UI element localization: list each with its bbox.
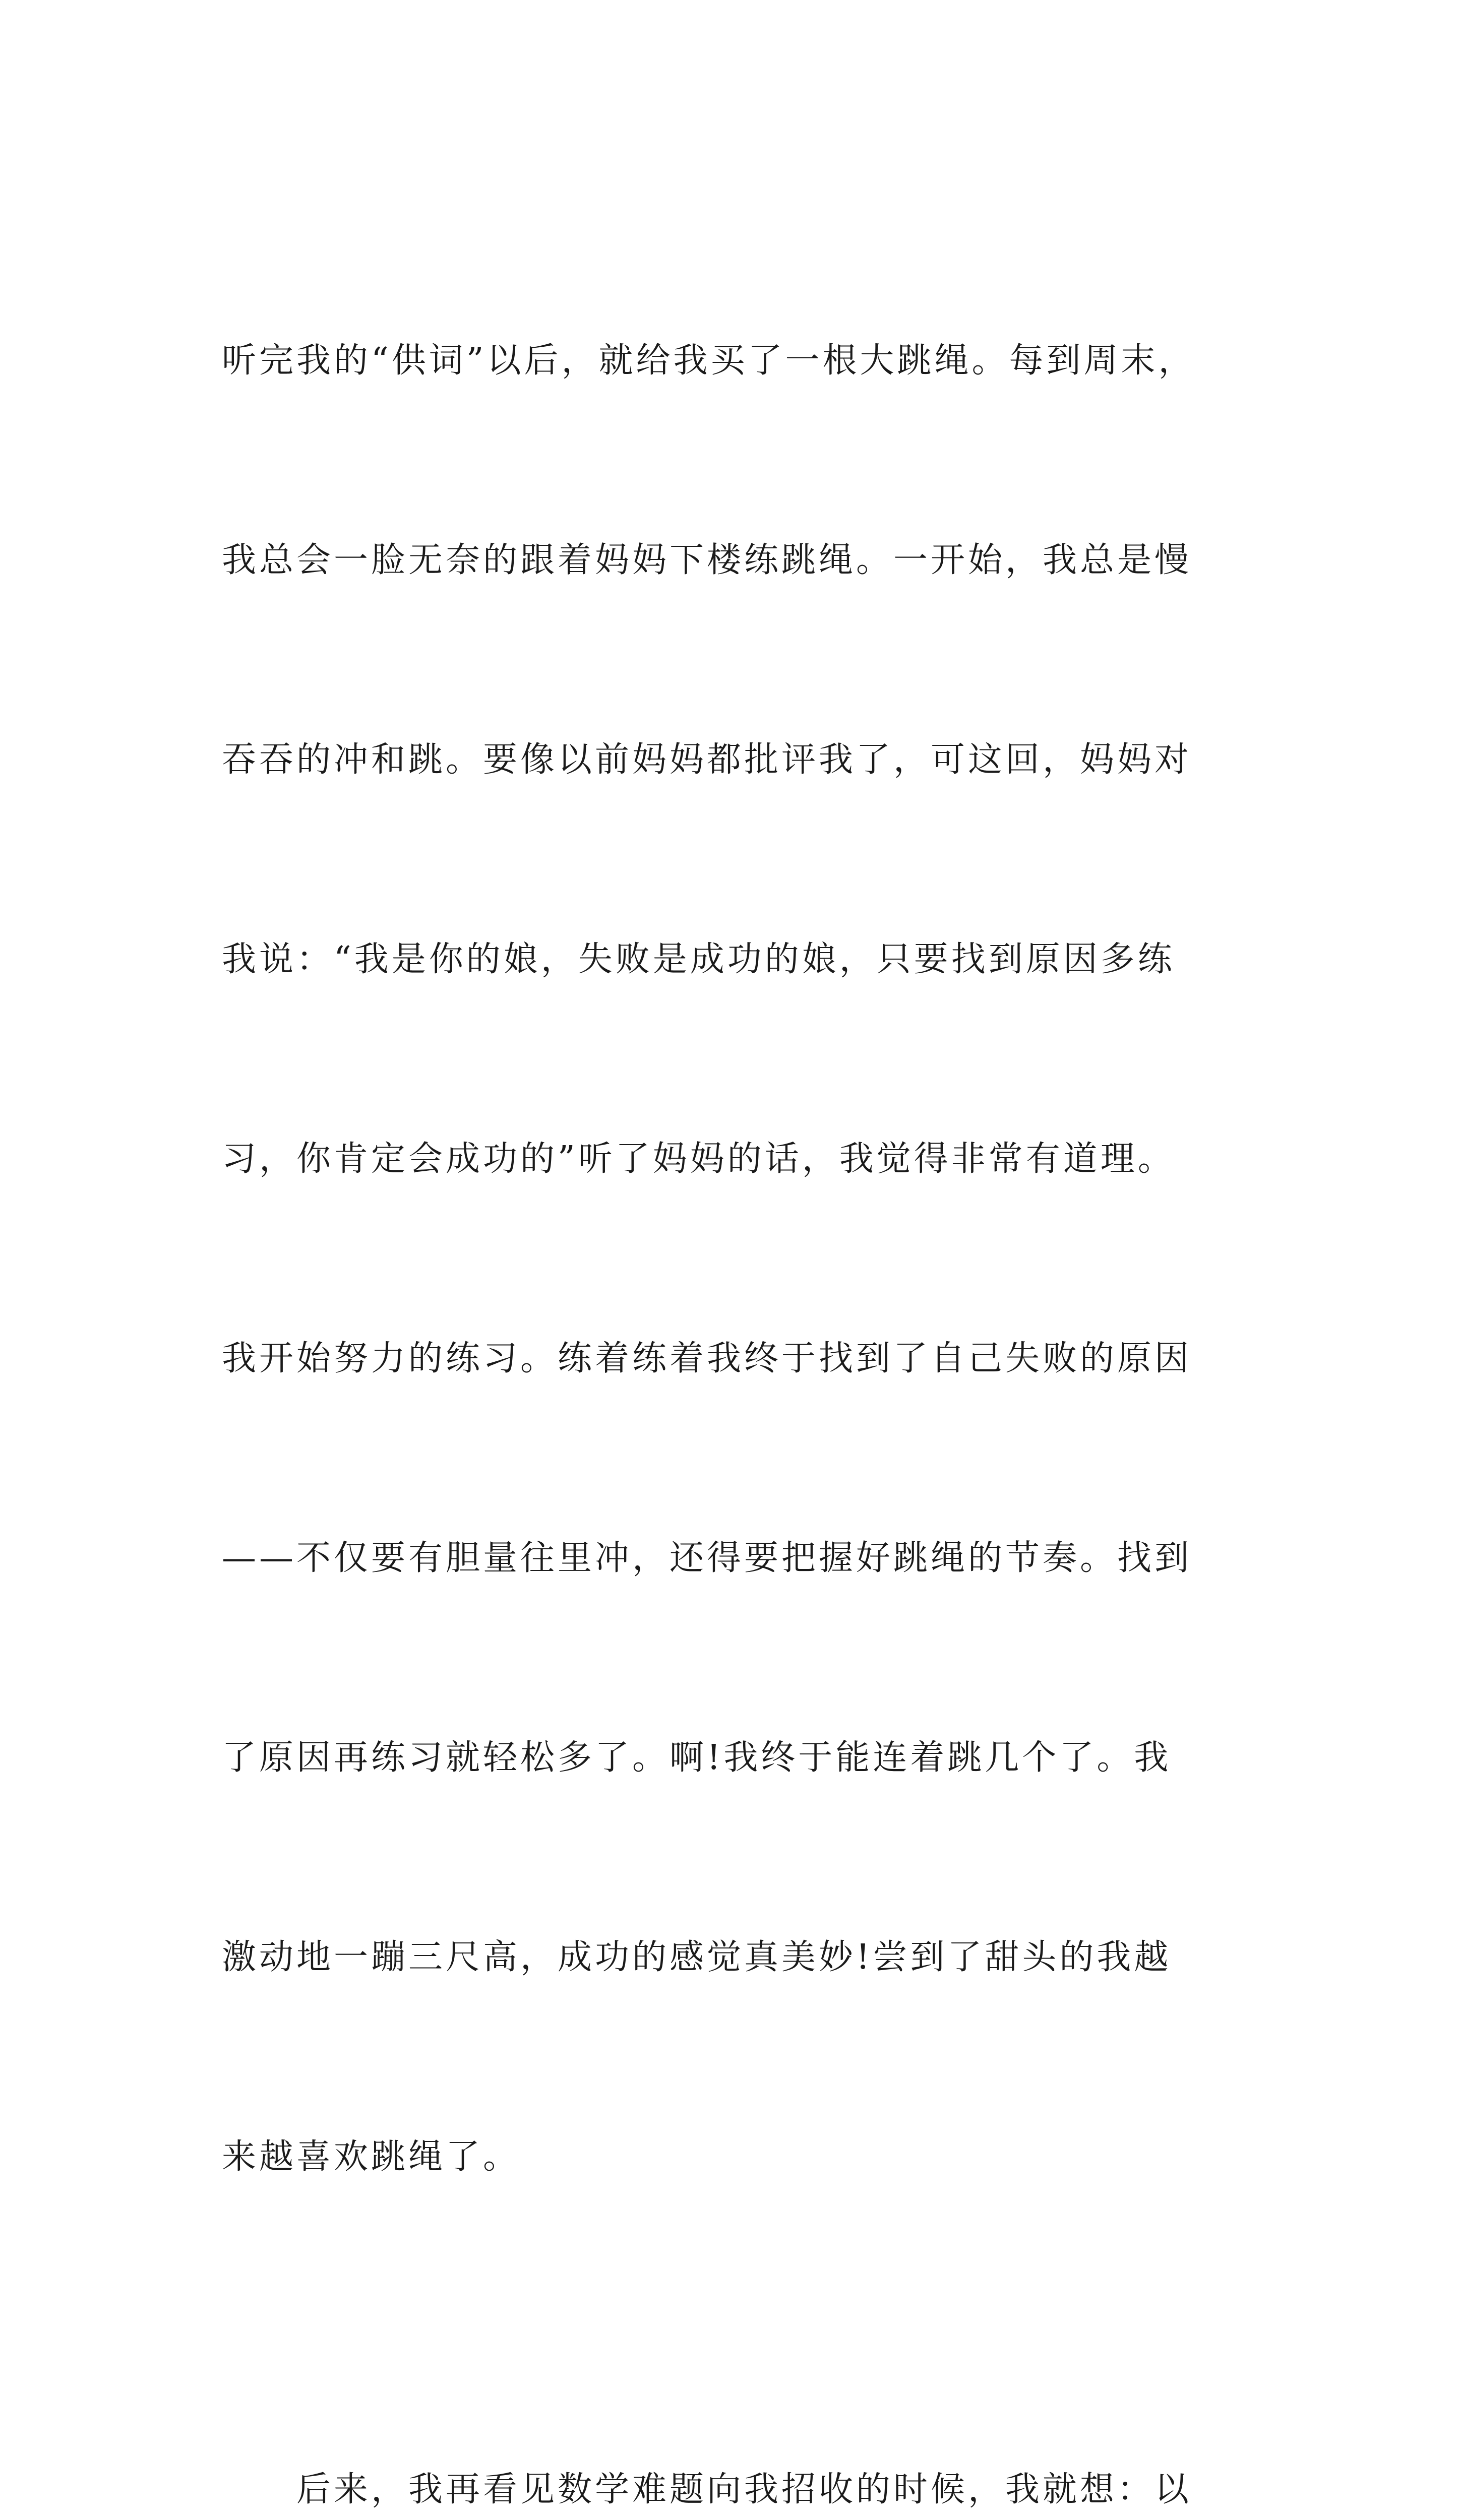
document-body — [222, 195, 1255, 2520]
text-line: 后来，我再看见数学难题向我招收的时候，我就想：以 — [222, 2470, 1192, 2509]
text-line: 我总会一脸无奈的跟着妈妈下楼练跳绳。一开始，我总是慢 — [222, 540, 1192, 580]
text-line: ——不仅要有胆量往里冲，还得要把握好跳绳的节奏。找到 — [222, 1538, 1192, 1578]
text-line: 了原因再练习就轻松多了。啊!我终于能连着跳几个了。我 — [222, 1738, 1172, 1778]
text-line: 听完我的“供词”以后，就给我买了一根大跳绳。每到周末， — [222, 341, 1196, 381]
text-line: 激动地一蹦三尺高，成功的感觉真美妙!尝到了甜头的我越 — [222, 1937, 1172, 1977]
text-line: 我说：“我是你的娘，失败是成功的娘，只要找到原因多练 — [222, 939, 1175, 979]
text-line: 吞吞的冲和跳。要像以前妈妈都批评我了，可这回，妈妈对 — [222, 740, 1192, 780]
text-line: 来越喜欢跳绳了。 — [222, 2137, 521, 2177]
paragraph-2 — [222, 2323, 1255, 2520]
text-line: 我开始努力的练习。练着练着我终于找到了自己失败的原因 — [222, 1339, 1192, 1378]
text-line: 习，你肯定会成功的”听了妈妈的话，我觉得非常有道理。 — [222, 1139, 1175, 1179]
paragraph-1 — [222, 195, 1255, 2323]
